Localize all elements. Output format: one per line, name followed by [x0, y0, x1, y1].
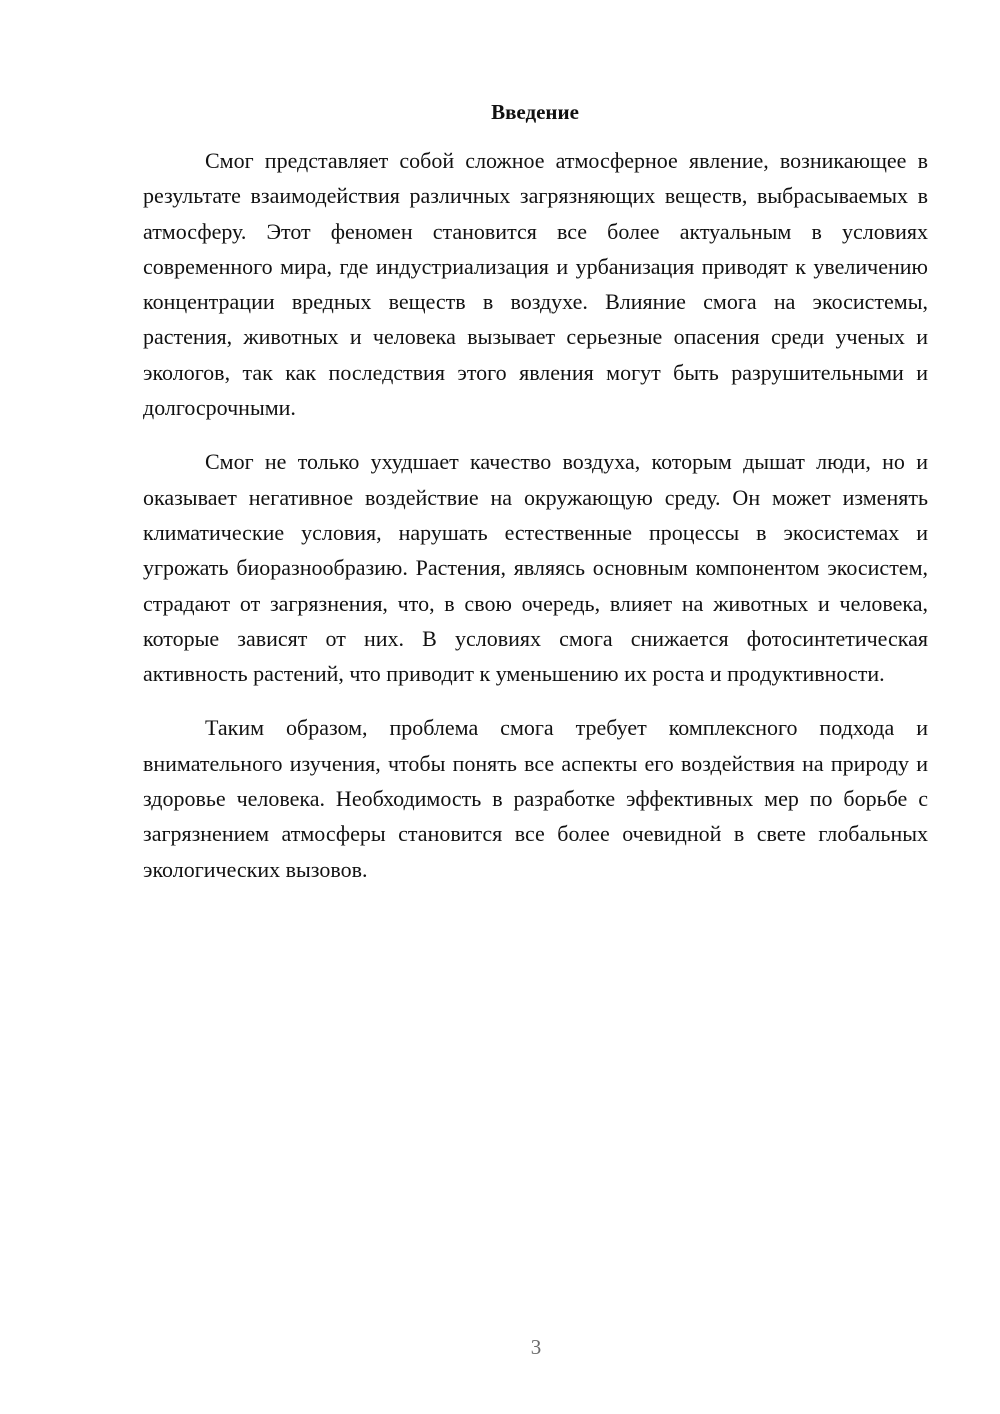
page-number: 3 — [530, 1335, 542, 1359]
page-title: Введение — [491, 100, 579, 124]
paragraph-3: Таким образом, проблема смога требует комплексного подхода и внимательного изучения, чтобы понять все аспекты его воздействия на природу и здоровье человека. Необходимость в разработке эффективных мер по борьбе с загрязнением атмосферы становится все более очевидной в свете глобальных экологических вызовов. — [143, 715, 928, 882]
document-body — [143, 143, 928, 906]
paragraph-1: Смог представляет собой сложное атмосферное явление, возникающее в результате взаимодействия различных загрязняющих веществ, выбрасываемых в атмосферу. Этот феномен становится все более актуальным в условиях современного мира, где индустриализация и урбанизация приводят к увеличению концентрации вредных веществ в воздухе. Влияние смога на экосистемы, растения, животных и человека вызывает серьезные опасения среди ученых и экологов, так как последствия этого явления могут быть разрушительными и долгосрочными. — [143, 148, 928, 421]
paragraph-2: Смог не только ухудшает качество воздуха, которым дышат люди, но и оказывает негативное воздействие на окружающую среду. Он может изменять климатические условия, нарушать естественные процессы в экосистемах и угрожать биоразнообразию. Растения, являясь основным компонентом экосистем, страдают от загрязнения, что, в свою очередь, влияет на животных и человека, которые зависят от них. В условиях смога снижается фотосинтетическая активность растений, что приводит к уменьшению их роста и продуктивности. — [143, 449, 928, 687]
